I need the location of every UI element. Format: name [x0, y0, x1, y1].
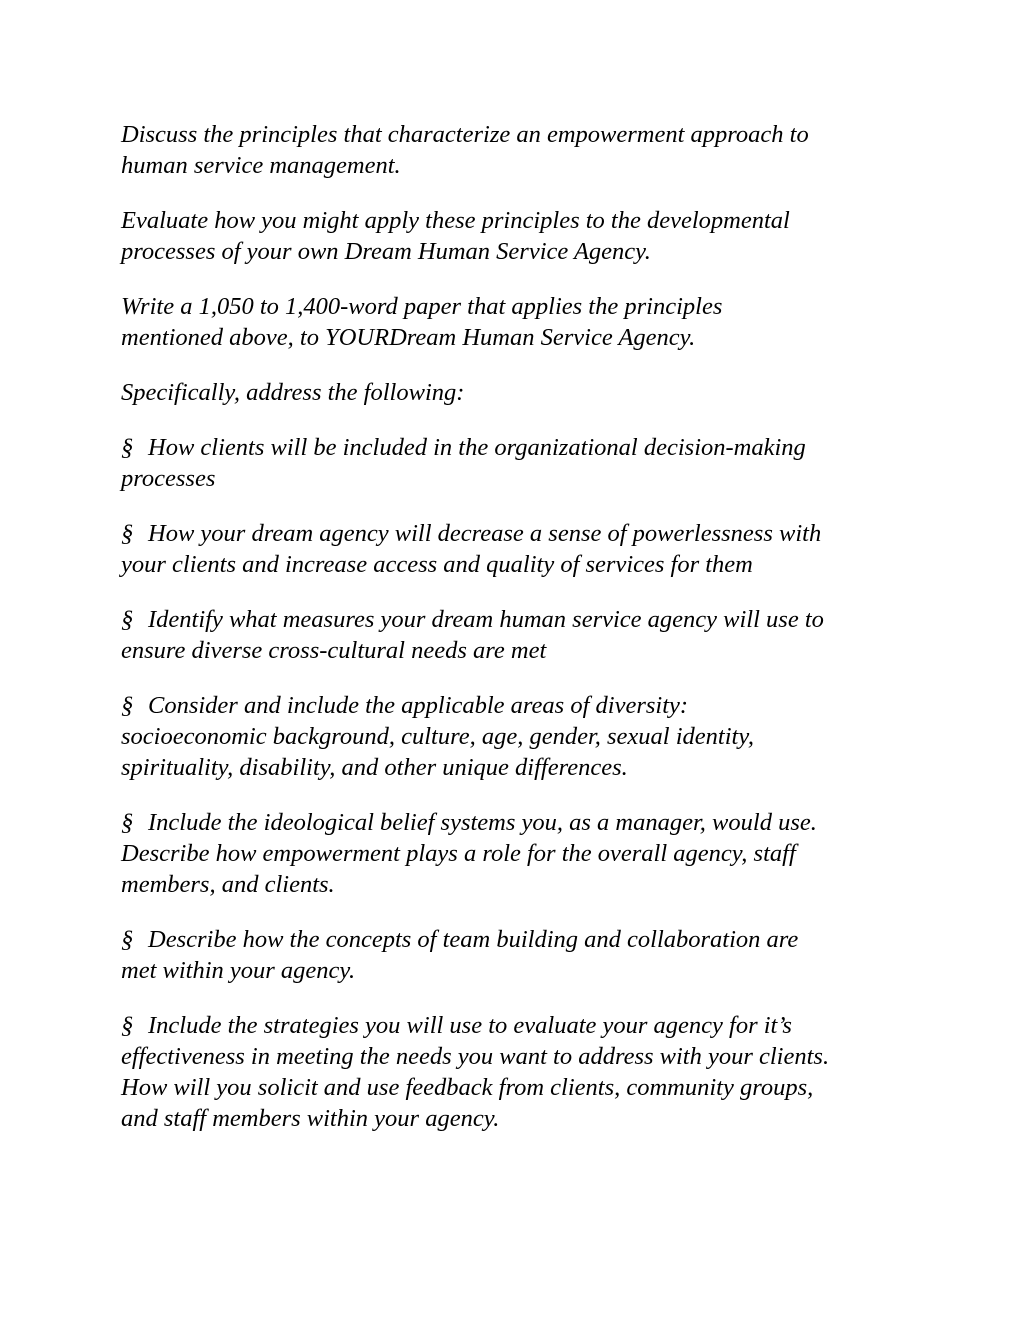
section-sign-bullet: § — [121, 434, 134, 461]
text-line — [121, 690, 911, 721]
text-line: ensure diverse cross-cultural needs are met — [121, 637, 547, 664]
text-line: mentioned above, to YOURDream Human Service Agency. — [121, 324, 696, 351]
section-sign-bullet: § — [121, 809, 134, 836]
section-sign-bullet: § — [121, 606, 134, 633]
text-line: Describe how empowerment plays a role for the overall agency, staff — [121, 840, 796, 867]
section-sign-bullet: § — [121, 926, 134, 953]
text-line: your clients and increase access and quality of services for them — [121, 551, 753, 578]
text-line — [121, 1010, 911, 1041]
bullet-item-evaluation-strategies — [121, 1010, 911, 1134]
text-line: Write a 1,050 to 1,400-word paper that applies the principles — [121, 293, 723, 320]
intro-paragraph-discuss — [121, 119, 911, 181]
text-line: and staff members within your agency. — [121, 1105, 500, 1132]
bullet-item-ideological-beliefs — [121, 807, 911, 900]
intro-paragraph-write — [121, 291, 911, 353]
text-line: met within your agency. — [121, 957, 356, 984]
bullet-text: Include the ideological belief systems you, as a manager, would use. — [148, 809, 817, 836]
bullet-text: How clients will be included in the organizational decision-making — [148, 434, 806, 461]
bullet-item-team-building — [121, 924, 911, 986]
intro-paragraph-specifically — [121, 377, 911, 408]
text-line: socioeconomic background, culture, age, gender, sexual identity, — [121, 723, 754, 750]
text-line: processes — [121, 465, 216, 492]
bullet-text: Include the strategies you will use to evaluate your agency for it’s — [148, 1012, 792, 1039]
bullet-text: Describe how the concepts of team building and collaboration are — [148, 926, 799, 953]
text-line — [121, 924, 911, 955]
bullet-item-cross-cultural — [121, 604, 911, 666]
text-line — [121, 807, 911, 838]
text-line: Evaluate how you might apply these principles to the developmental — [121, 207, 790, 234]
section-sign-bullet: § — [121, 1012, 134, 1039]
bullet-text: How your dream agency will decrease a sense of powerlessness with — [148, 520, 822, 547]
text-line — [121, 604, 911, 635]
text-line: Specifically, address the following: — [121, 379, 465, 406]
document-body — [121, 119, 911, 1158]
section-sign-bullet: § — [121, 692, 134, 719]
text-line: effectiveness in meeting the needs you want to address with your clients. — [121, 1043, 830, 1070]
text-line: How will you solicit and use feedback from clients, community groups, — [121, 1074, 814, 1101]
text-line: spirituality, disability, and other unique differences. — [121, 754, 628, 781]
bullet-item-powerlessness — [121, 518, 911, 580]
text-line: human service management. — [121, 152, 401, 179]
text-line: processes of your own Dream Human Service Agency. — [121, 238, 651, 265]
text-line — [121, 432, 911, 463]
text-line: Discuss the principles that characterize an empowerment approach to — [121, 121, 809, 148]
text-line — [121, 518, 911, 549]
bullet-item-clients-decision-making — [121, 432, 911, 494]
bullet-text: Identify what measures your dream human service agency will use to — [148, 606, 824, 633]
intro-paragraph-evaluate — [121, 205, 911, 267]
section-sign-bullet: § — [121, 520, 134, 547]
bullet-text: Consider and include the applicable areas of diversity: — [148, 692, 689, 719]
text-line: members, and clients. — [121, 871, 335, 898]
bullet-item-diversity — [121, 690, 911, 783]
